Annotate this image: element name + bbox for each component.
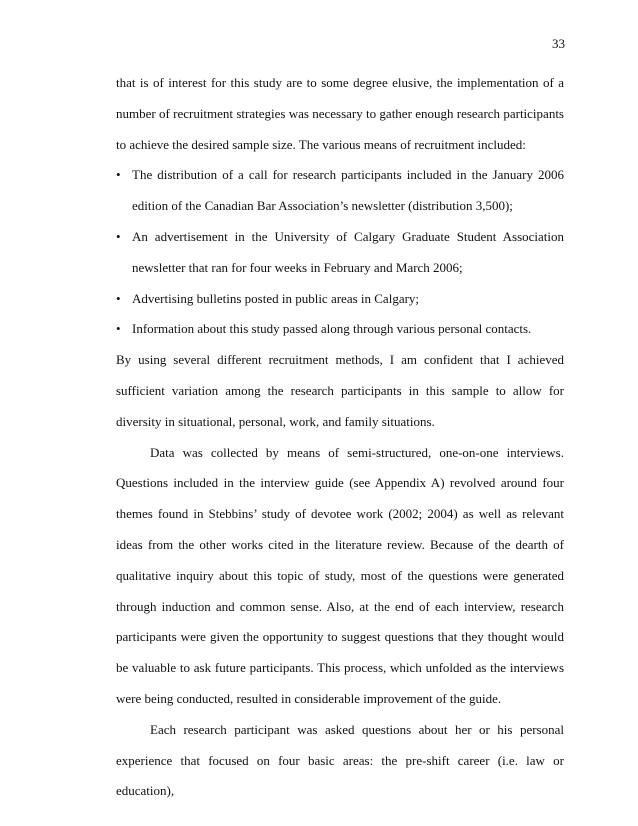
list-item [116,222,564,284]
list-item [116,314,564,345]
paragraph-interview-questions: Each research participant was asked questions about her or his personal experience that focused on four basic areas: the pre-shift career (i.e. law or education), [116,721,564,799]
bullet-icon: • [116,228,121,244]
document-body [116,68,564,807]
list-item-text: Information about this study passed along through various personal contacts. [132,321,532,337]
bullet-icon: • [116,290,121,306]
list-item-text: The distribution of a call for research participants included in the January 2006 edition of the Canadian Bar Association’s newsletter (distribution 3,500); [132,167,564,214]
list-item-text: Advertising bulletins posted in public areas in Calgary; [132,290,420,306]
bullet-icon: • [116,321,121,337]
paragraph-recruitment-intro: that is of interest for this study are to some degree elusive, the implementation of a number of recruitment strategies was necessary to gather enough research participants to achieve the desired sample size. The various means of recruitment included: [116,75,564,152]
bullet-icon: • [116,167,121,183]
recruitment-list [116,160,564,345]
paragraph-recruitment-methods: By using several different recruitment methods, I am confident that I achieved sufficient variation among the research participants in this sample to allow for diversity in situational, personal, work, and family situations. [116,352,564,429]
list-item [116,284,564,315]
list-item [116,160,564,222]
paragraph-data-collection: Data was collected by means of semi-structured, one-on-one interviews. Questions included in the interview guide (see Appendix A) revolved around four themes found in Stebbins’ study of devotee work (2002; 2004) as well as relevant ideas from the other works cited in the literature review. Because of the dearth of qualitative inquiry about this topic of study, most of the questions were generated through induction and common sense. Also, at the end of each interview, research participants were given the opportunity to suggest questions that they thought would be valuable to ask future participants. This process, which unfolded as the interviews were being conducted, resulted in considerable improvement of the guide. [116,444,564,706]
list-item-text: An advertisement in the University of Calgary Graduate Student Association newsletter that ran for four weeks in February and March 2006; [132,228,564,275]
page-number: 33 [552,36,565,51]
